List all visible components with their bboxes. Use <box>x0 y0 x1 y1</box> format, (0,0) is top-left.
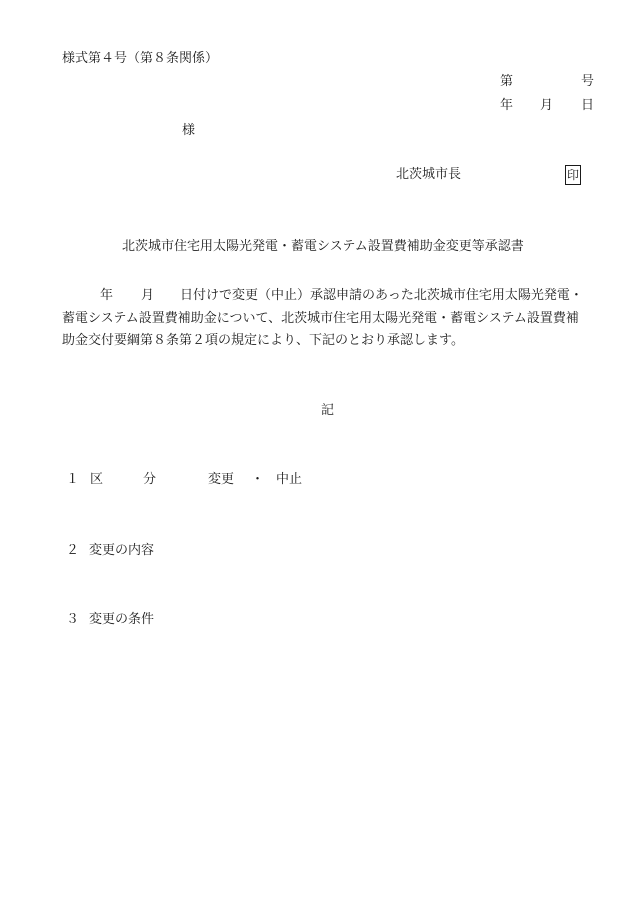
body-month-label: 月 <box>141 288 155 303</box>
item-3-number: ３ <box>66 612 80 627</box>
seal-stamp-box: 印 <box>565 165 581 185</box>
item-1-label-part-1: 区 <box>90 472 104 487</box>
item-1-option-change: 変更 <box>208 472 235 487</box>
form-number: 様式第４号（第８条関係） <box>62 51 219 66</box>
body-line-2: 蓄電システム設置費補助金について、北茨城市住宅用太陽光発電・蓄電システム設置費補 <box>62 310 579 326</box>
item-1-number: １ <box>66 472 80 487</box>
date-month-label: 月 <box>540 98 554 113</box>
document-number-prefix: 第 <box>500 74 514 89</box>
document-number-suffix: 号 <box>581 74 595 89</box>
body-line-3: 助金交付要綱第８条第２項の規定により、下記のとおり承認します。 <box>62 333 464 348</box>
item-1-option-cancel: 中止 <box>276 472 303 487</box>
item-2-number: ２ <box>66 543 80 558</box>
body-line-1 <box>62 285 602 308</box>
item-3-label: 変更の条件 <box>89 612 155 627</box>
item-2-label: 変更の内容 <box>89 543 155 558</box>
item-1-separator: ・ <box>251 472 265 487</box>
addressee-honorific: 様 <box>182 123 196 138</box>
date-year-label: 年 <box>500 98 514 113</box>
body-year-label: 年 <box>100 288 114 303</box>
body-line-1-text: 日付けで変更（中止）承認申請のあった北茨城市住宅用太陽光発電・ <box>180 288 583 303</box>
date-day-label: 日 <box>581 98 595 113</box>
body-paragraph <box>62 285 602 353</box>
item-1-label-part-2: 分 <box>143 472 157 487</box>
ki-heading: 記 <box>321 403 335 418</box>
issuer-title: 北茨城市長 <box>396 167 462 182</box>
document-title: 北茨城市住宅用太陽光発電・蓄電システム設置費補助金変更等承認書 <box>122 239 524 254</box>
